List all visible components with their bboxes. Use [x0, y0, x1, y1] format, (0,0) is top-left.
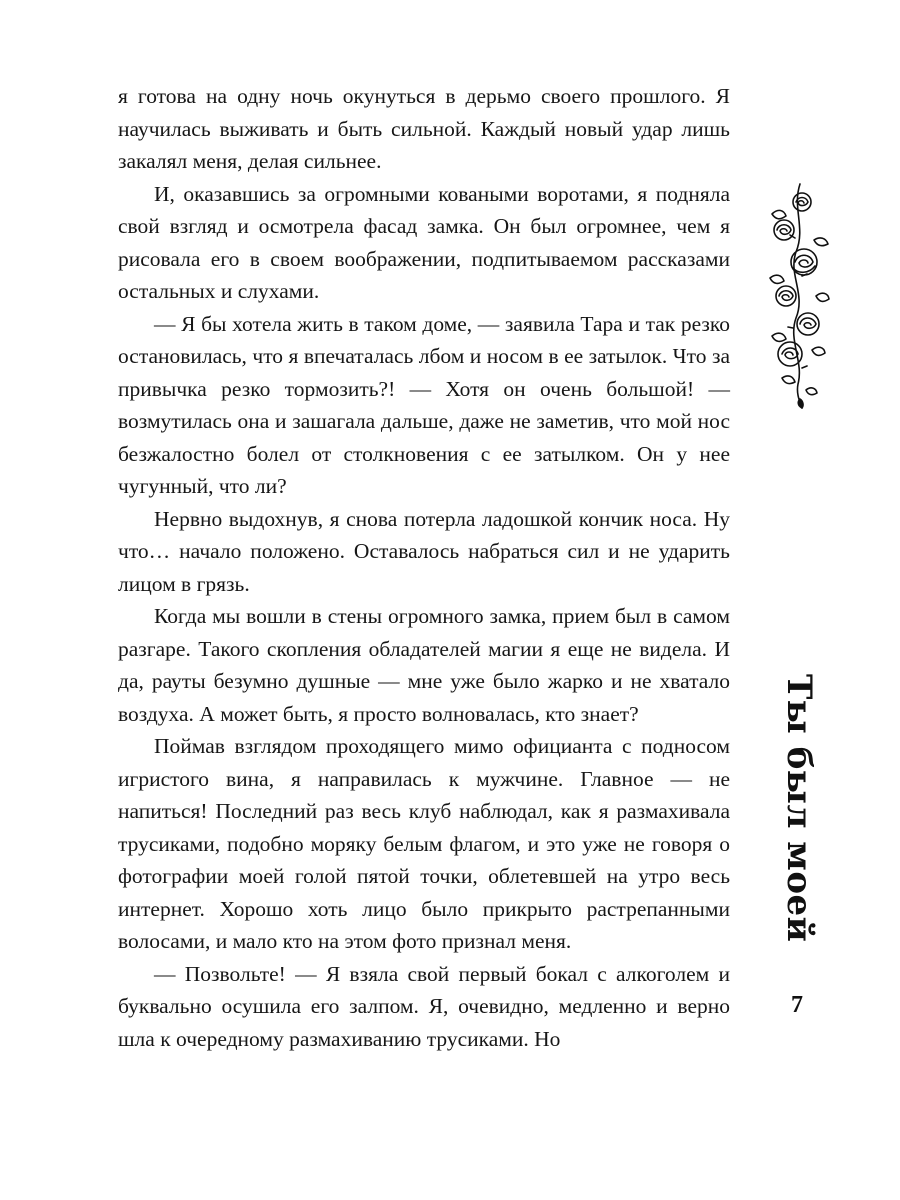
- rose-icon: [793, 193, 811, 211]
- paragraph: Поймав взглядом проходящего мимо официанта с подносом игристого вина, я направилась к мужчине. Главное — не напиться! Последний раз весь клуб наблюдал, как я размахивала трусиками, подобно моряку белым флагом, и это уже не говоря о фотографии моей голой пятой точки, облетевшей на утро весь интернет. Хорошо хоть лицо было прикрыто растрепанными волосами, и мало кто на этом фото признал меня.: [118, 734, 730, 953]
- running-title-text: Ты был моей: [779, 673, 819, 943]
- body-text: [118, 80, 730, 1055]
- page-number: 7: [791, 992, 803, 1018]
- rose-icon: [774, 220, 794, 240]
- paragraph: И, оказавшись за огромными коваными воротами, я подняла свой взгляд и осмотрела фасад замка. Он был огромнее, чем я рисовала его в своем воображении, подпитываемом рассказами остальных и слухами.: [118, 181, 730, 303]
- rose-icon: [791, 249, 817, 275]
- paragraph: — Я бы хотела жить в таком доме, — заявила Тара и так резко остановилась, что я впечаталась лбом и носом в ее затылок. Что за привычка резко тормозить?! — Хотя он очень большой! — возмутилась она и зашагала дальше, даже не заметив, что мой нос безжалостно болел от столкновения с ее затылком. Он у нее чугунный, что ли?: [118, 311, 730, 498]
- paragraph: — Позвольте! — Я взяла свой первый бокал с алкоголем и буквально осушила его залпом. Я, очевидно, медленно и верно шла к очередному размахиванию трусиками. Но: [118, 961, 730, 1051]
- rose-icon: [797, 313, 819, 335]
- rose-icon: [778, 342, 802, 366]
- rose-vine-ornament: [762, 178, 834, 414]
- paragraph: Когда мы вошли в стены огромного замка, прием был в самом разгаре. Такого скопления обладателей магии я еще не видела. И да, рауты безумно душные — мне уже было жарко и не хватало воздуха. А может быть, я просто волновалась, кто знает?: [118, 604, 730, 726]
- running-title: [764, 673, 834, 943]
- paragraph: Нервно выдохнув, я снова потерла ладошкой кончик носа. Ну что… начало положено. Оставалось набраться сил и не ударить лицом в грязь.: [118, 506, 730, 596]
- paragraph: я готова на одну ночь окунуться в дерьмо своего прошлого. Я научилась выживать и быть сильной. Каждый новый удар лишь закалял меня, делая сильнее.: [118, 84, 730, 173]
- rose-icon: [776, 286, 796, 306]
